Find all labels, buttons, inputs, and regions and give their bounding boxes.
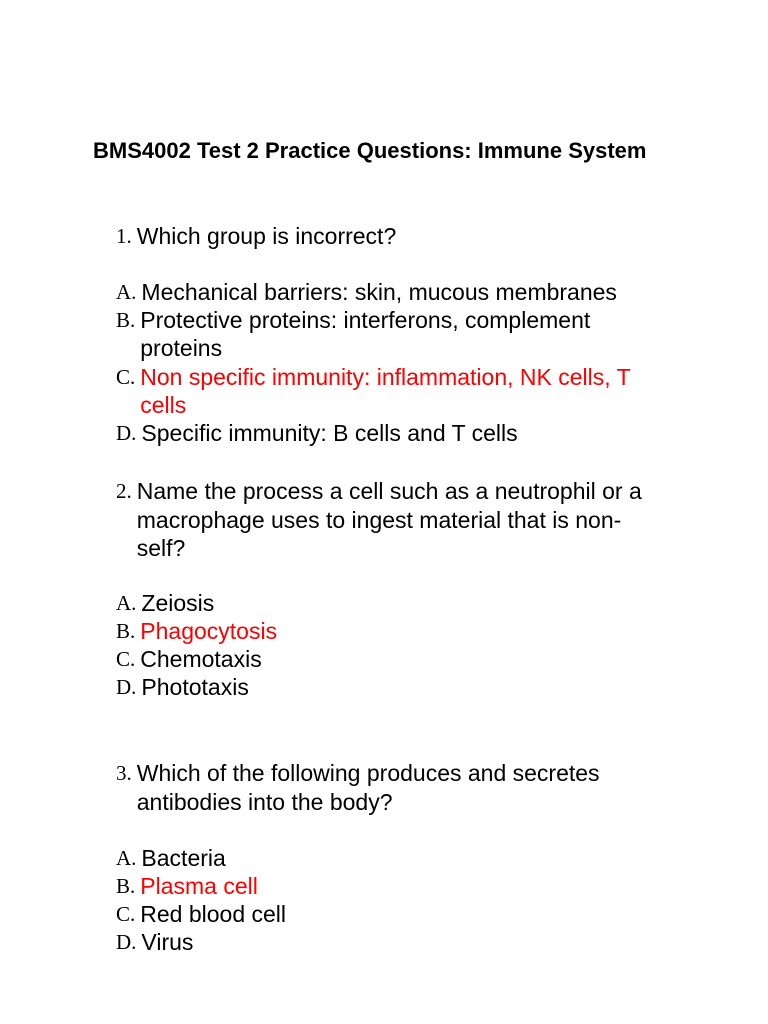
option-letter: B.	[116, 619, 136, 643]
option-letter: B.	[116, 308, 136, 332]
q1-option-c-correct	[116, 363, 676, 420]
question-number: 1.	[116, 224, 132, 248]
option-letter: D.	[116, 675, 137, 699]
option-text: Virus	[141, 929, 194, 955]
option-text: Plasma cell	[140, 873, 258, 899]
option-letter: C.	[116, 365, 136, 389]
q1-option-b	[116, 306, 676, 363]
question-number: 2.	[116, 479, 132, 503]
option-text: Zeiosis	[141, 590, 215, 616]
q2-option-d	[116, 673, 676, 702]
q1-option-a	[116, 278, 676, 307]
option-letter: A.	[116, 591, 137, 615]
question-1	[116, 222, 676, 251]
q3-option-c	[116, 900, 676, 929]
q3-option-a	[116, 844, 676, 873]
option-text: Red blood cell	[140, 901, 287, 927]
q3-option-d	[116, 928, 676, 957]
document-title: BMS4002 Test 2 Practice Questions: Immune System	[93, 138, 647, 163]
option-text: Non specific immunity: inflammation, NK cells, T cells	[140, 364, 631, 419]
question-2	[116, 477, 656, 563]
option-letter: D.	[116, 930, 137, 954]
option-text: Mechanical barriers: skin, mucous membranes	[141, 279, 617, 305]
option-text: Chemotaxis	[140, 646, 262, 672]
option-text: Bacteria	[141, 845, 226, 871]
option-letter: A.	[116, 846, 137, 870]
option-letter: B.	[116, 874, 136, 898]
option-letter: A.	[116, 280, 137, 304]
q2-option-c	[116, 645, 676, 674]
option-letter: C.	[116, 902, 136, 926]
question-number: 3.	[116, 761, 132, 785]
question-text: Which group is incorrect?	[136, 223, 397, 249]
q3-option-b-correct	[116, 872, 676, 901]
option-text: Phototaxis	[141, 674, 249, 700]
option-text: Phagocytosis	[140, 618, 278, 644]
option-text: Specific immunity: B cells and T cells	[141, 420, 518, 446]
q1-option-d	[116, 419, 676, 448]
option-letter: D.	[116, 421, 137, 445]
question-text: Which of the following produces and secretes antibodies into the body?	[136, 760, 600, 815]
option-letter: C.	[116, 647, 136, 671]
option-text: Protective proteins: interferons, complement proteins	[140, 307, 591, 362]
q2-option-a	[116, 589, 676, 618]
q2-option-b-correct	[116, 617, 676, 646]
question-3	[116, 759, 636, 816]
question-text: Name the process a cell such as a neutrophil or a macrophage uses to ingest material that is non-self?	[136, 478, 642, 561]
